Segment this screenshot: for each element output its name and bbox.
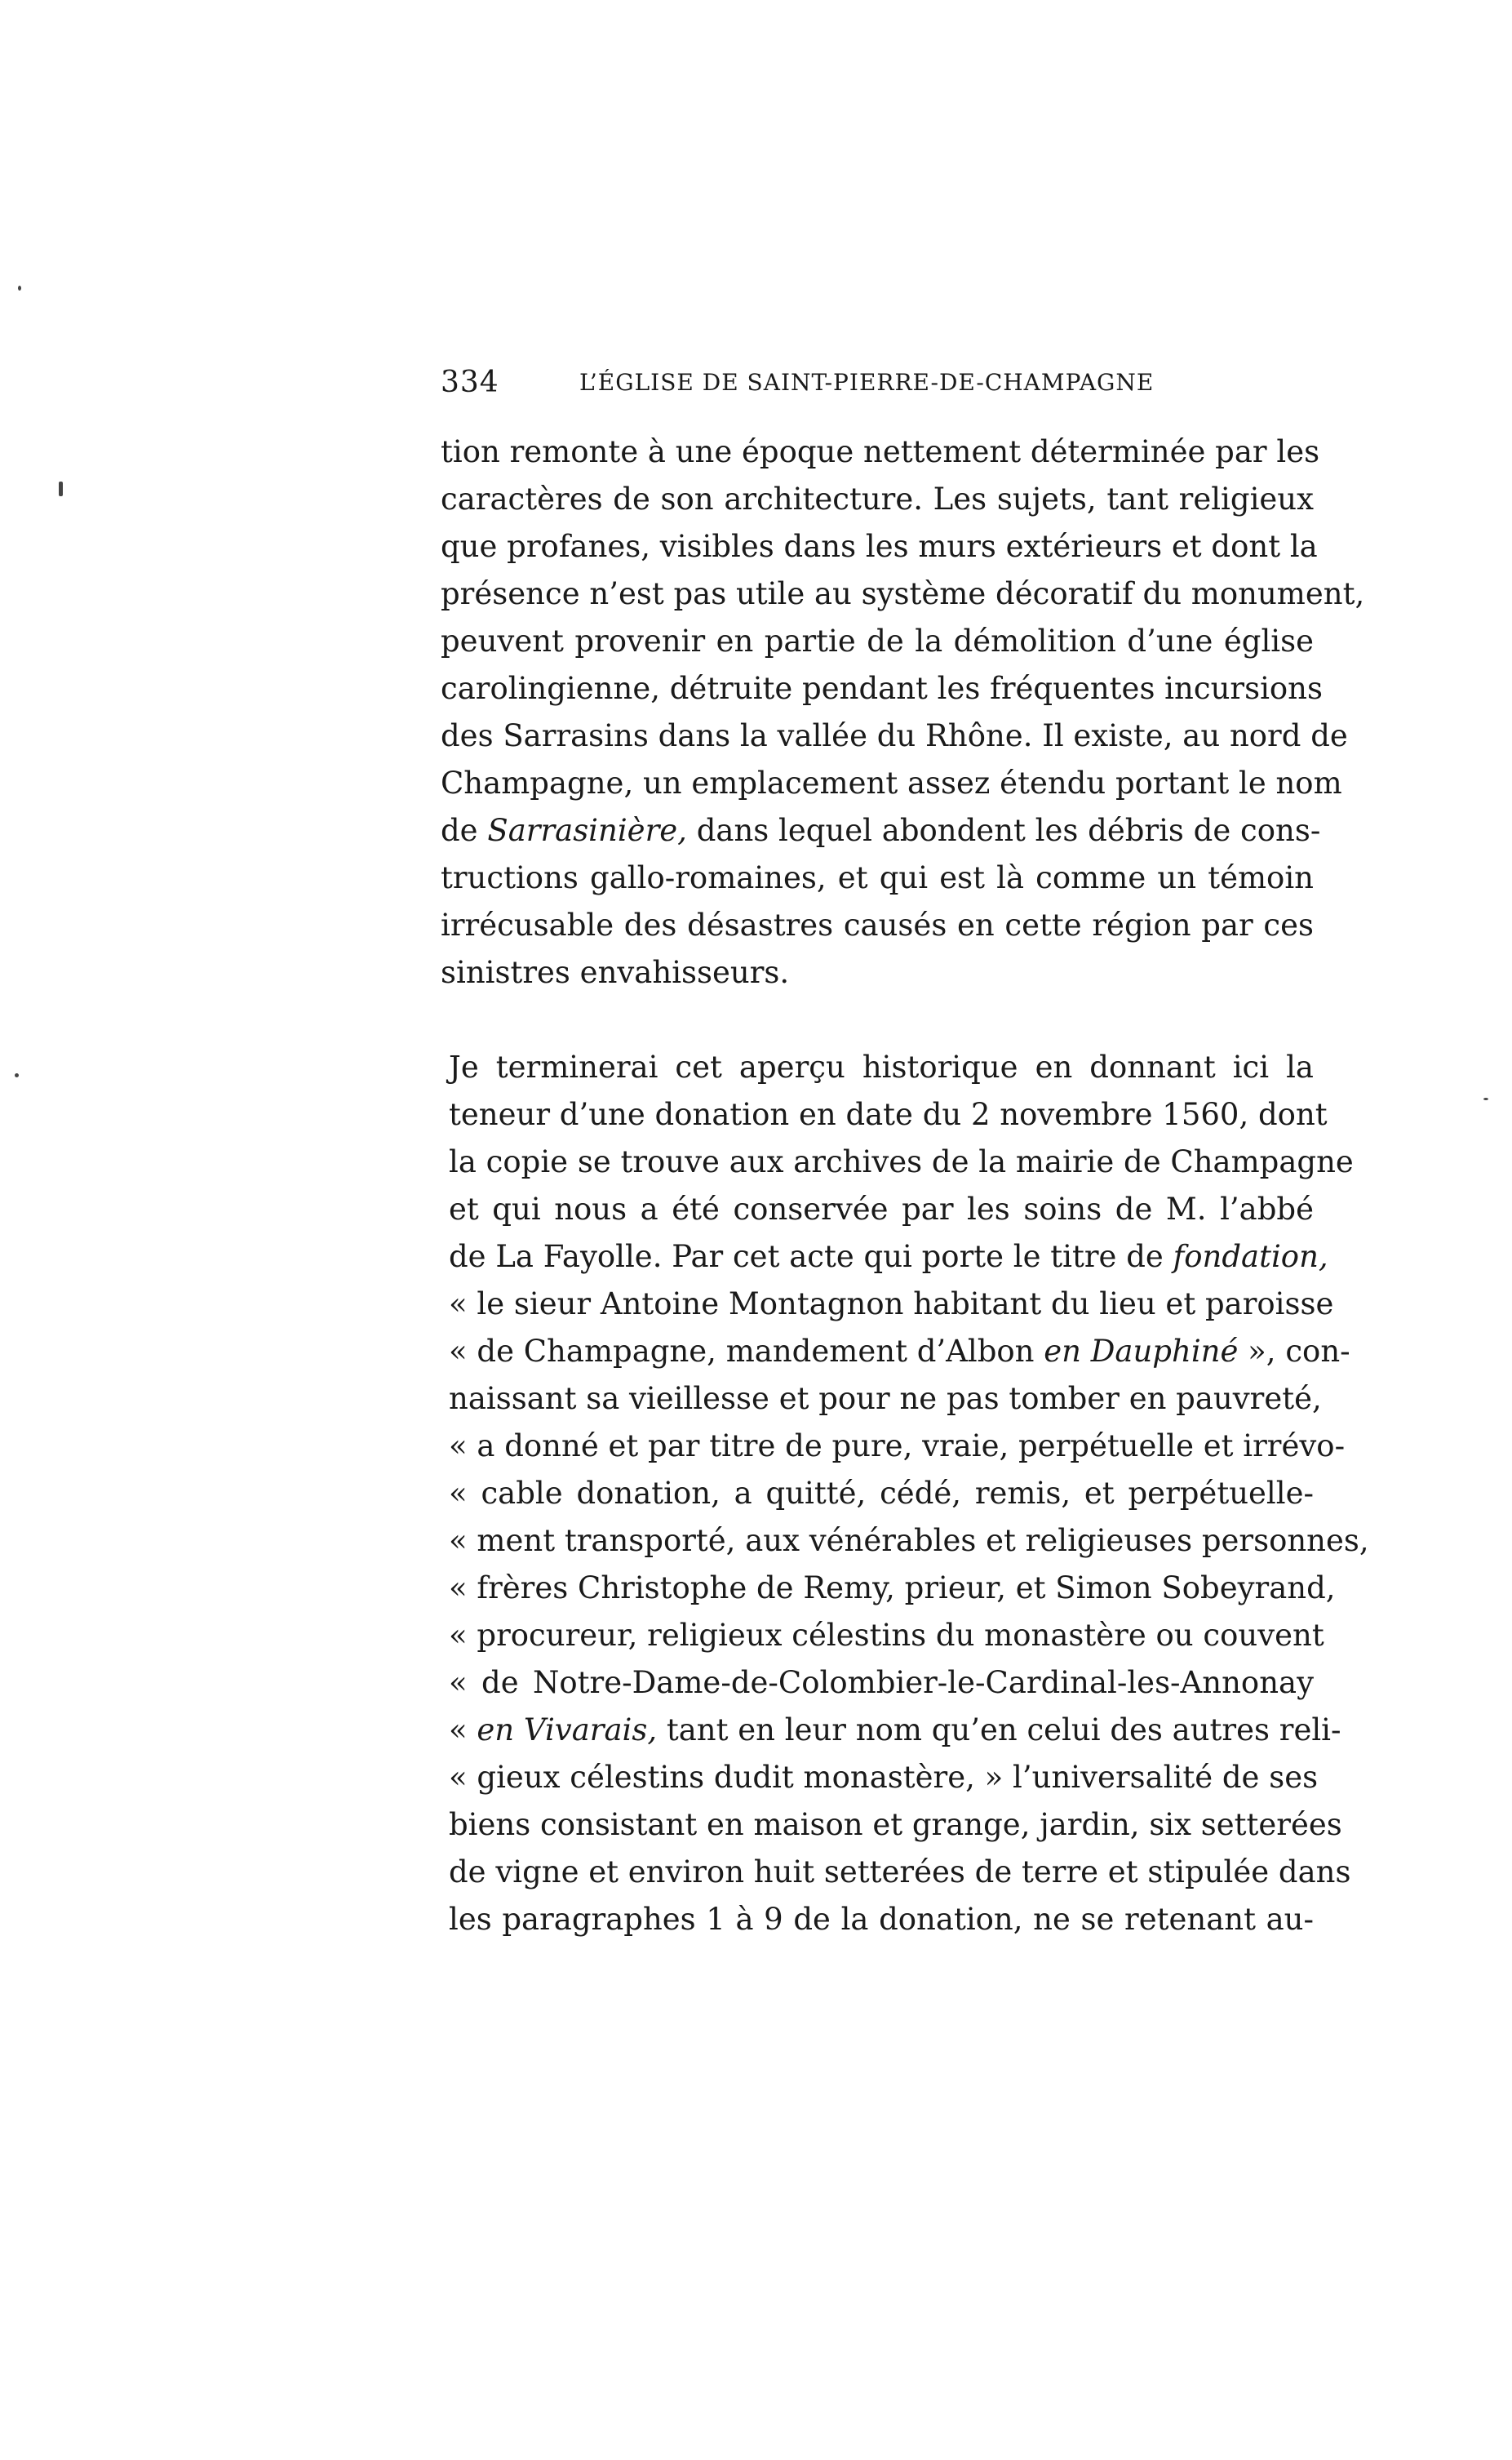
italic-term: en Vivarais,: [477, 1712, 658, 1747]
text-line: naissant sa vieillesse et pour ne pas tomber en pauvreté,: [449, 1381, 1322, 1416]
paragraph-1: [441, 429, 1365, 997]
text-line: tion remonte à une époque nettement déterminée par les: [441, 434, 1320, 469]
text-line: « le sieur Antoine Montagnon habitant du lieu et paroisse: [449, 1286, 1334, 1321]
text-line: « procureur, religieux célestins du monastère ou couvent: [449, 1618, 1324, 1653]
text-line: carolingienne, détruite pendant les fréquentes incursions: [441, 671, 1324, 706]
text-line: présence n’est pas utile au système décoratif du monument,: [441, 576, 1365, 611]
text-line: teneur d’une donation en date du 2 novembre 1560, dont: [449, 1097, 1328, 1132]
text-line: des Sarrasins dans la vallée du Rhône. Il existe, au nord de: [441, 718, 1348, 753]
italic-term: fondation,: [1173, 1239, 1328, 1274]
scan-speck: [1483, 1098, 1488, 1100]
text-line: [449, 1233, 1328, 1281]
text-line: « gieux célestins dudit monastère, » l’universalité de ses: [449, 1760, 1319, 1795]
text-line: et qui nous a été conservée par les soins de M. l’abbé: [449, 1192, 1314, 1227]
text-line: sinistres envahisseurs.: [441, 955, 790, 990]
text-line: biens consistant en maison et grange, jardin, six setterées: [449, 1807, 1342, 1842]
scan-speck: [59, 482, 63, 496]
text-line: les paragraphes 1 à 9 de la donation, ne se retenant au-: [449, 1902, 1314, 1937]
text-run: « de Champagne, mandement d’Albon: [449, 1334, 1035, 1369]
text-run: dans lequel abondent les débris de cons-: [696, 813, 1321, 848]
text-line: Je terminerai cet aperçu historique en donnant ici la: [449, 1050, 1314, 1085]
text-run: «: [449, 1712, 468, 1747]
running-title: L’ÉGLISE DE SAINT-PIERRE-DE-CHAMPAGNE: [579, 369, 1155, 396]
scan-speck: [15, 1073, 19, 1077]
italic-term: Sarrasinière,: [487, 813, 687, 848]
text-line: [449, 1707, 1341, 1754]
text-line: Champagne, un emplacement assez étendu portant le nom: [441, 766, 1342, 801]
paragraph-2: [449, 1044, 1369, 1943]
page-header: [441, 366, 1355, 406]
text-line: « frères Christophe de Remy, prieur, et Simon Sobeyrand,: [449, 1570, 1336, 1605]
text-run: tant en leur nom qu’en celui des autres reli-: [666, 1712, 1341, 1747]
text-line: « a donné et par titre de pure, vraie, perpétuelle et irrévo-: [449, 1428, 1346, 1463]
text-run: de La Fayolle. Par cet acte qui porte le titre de: [449, 1239, 1164, 1274]
text-line: peuvent provenir en partie de la démolition d’une église: [441, 624, 1314, 659]
scan-speck: [18, 286, 21, 291]
text-line: irrécusable des désastres causés en cette région par ces: [441, 908, 1314, 943]
text-line: « de Notre-Dame-de-Colombier-le-Cardinal-les-Annonay: [449, 1665, 1314, 1700]
text-line: « ment transporté, aux vénérables et religieuses personnes,: [449, 1523, 1369, 1558]
text-line: [441, 807, 1321, 855]
text-line: de vigne et environ huit setterées de terre et stipulée dans: [449, 1854, 1351, 1889]
text-line: tructions gallo-romaines, et qui est là comme un témoin: [441, 860, 1314, 895]
text-line: la copie se trouve aux archives de la mairie de Champagne: [449, 1144, 1354, 1179]
page-number: 334: [441, 366, 499, 399]
text-line: [449, 1328, 1350, 1375]
text-line: « cable donation, a quitté, cédé, remis, et perpétuelle-: [449, 1476, 1314, 1511]
text-line: que profanes, visibles dans les murs extérieurs et dont la: [441, 529, 1318, 564]
italic-term: en Dauphiné: [1044, 1334, 1239, 1369]
text-line: caractères de son architecture. Les sujets, tant religieux: [441, 482, 1314, 517]
text-run: de: [441, 813, 478, 848]
text-run: », con-: [1248, 1334, 1350, 1369]
